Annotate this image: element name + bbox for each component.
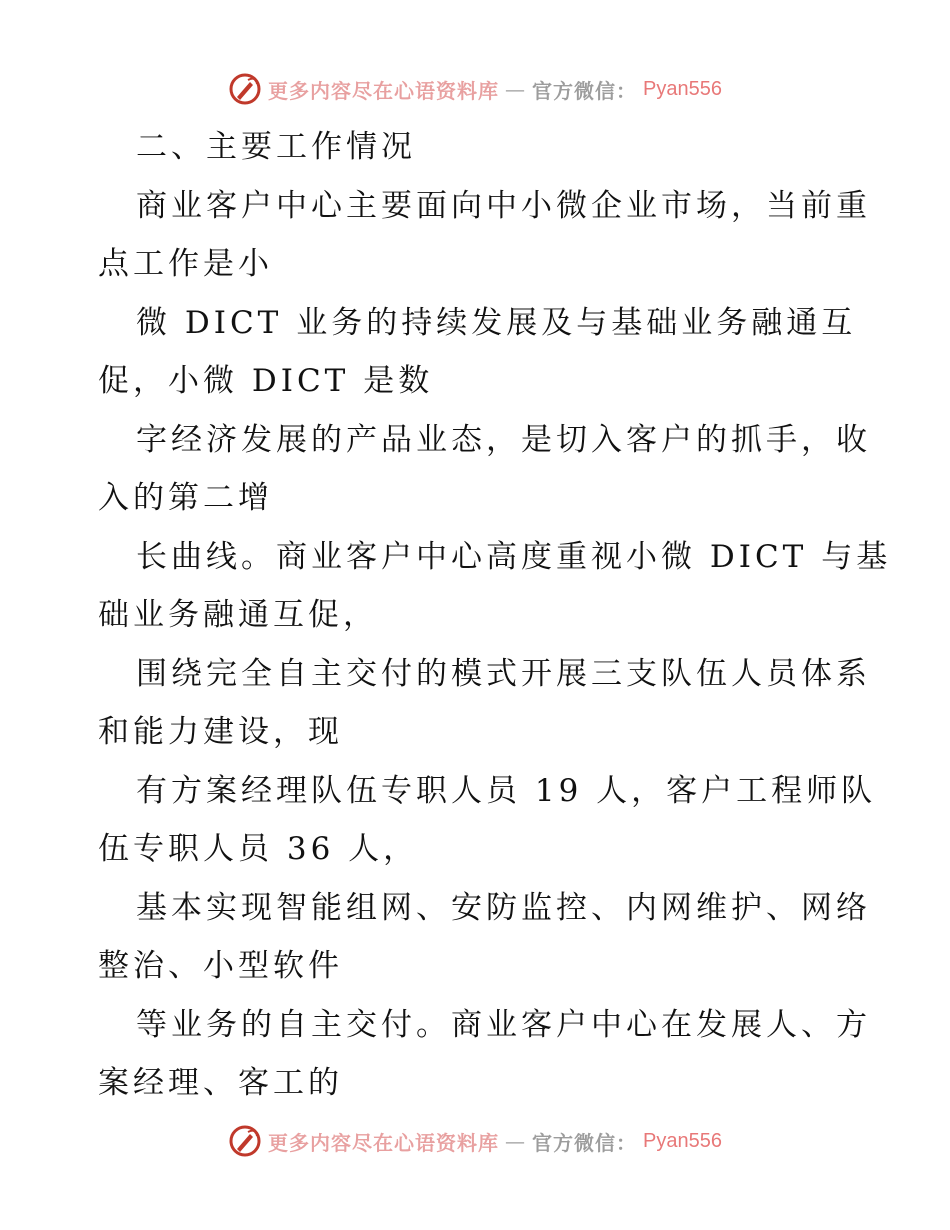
paragraph-line: 和能力建设，现 [98, 714, 343, 750]
pen-in-circle-icon [228, 72, 262, 106]
watermark-separator: — [505, 77, 527, 101]
header-watermark [0, 72, 950, 106]
pen-in-circle-icon [228, 1124, 262, 1158]
paragraph-line: 整治、小型软件 [98, 948, 343, 984]
paragraph-line: 基本实现智能组网、安防监控、内网维护、网络 [136, 889, 871, 926]
section-heading: 二、主要工作情况 [136, 129, 416, 165]
paragraph-line: 案经理、客工的 [98, 1065, 343, 1101]
paragraph-line: 础业务融通互促， [98, 597, 378, 633]
paragraph-line: 围绕完全自主交付的模式开展三支队伍人员体系 [136, 655, 871, 692]
footer-watermark [0, 1124, 950, 1158]
watermark-separator: — [505, 1129, 527, 1153]
document-body [98, 118, 892, 1113]
paragraph-line: 伍专职人员 36 人， [98, 831, 419, 867]
paragraph-line: 商业客户中心主要面向中小微企业市场，当前重 [136, 187, 871, 224]
watermark-slogan: 更多内容尽在心语资料库 [268, 1130, 500, 1155]
paragraph-line: 入的第二增 [98, 480, 273, 516]
watermark-wechat-id: Pyan556 [643, 77, 722, 100]
watermark-slogan: 更多内容尽在心语资料库 [268, 78, 500, 103]
watermark-wechat-label: 官方微信： [532, 78, 638, 103]
paragraph-line: 点工作是小 [98, 246, 273, 282]
paragraph-line: 微 DICT 业务的持续发展及与基础业务融通互 [136, 304, 857, 341]
paragraph-line: 字经济发展的产品业态，是切入客户的抓手，收 [136, 421, 871, 458]
paragraph-line: 促，小微 DICT 是数 [98, 363, 434, 399]
paragraph-line: 有方案经理队伍专职人员 19 人，客户工程师队 [136, 772, 877, 809]
paragraph-line: 长曲线。商业客户中心高度重视小微 DICT 与基 [136, 538, 892, 575]
watermark-wechat-label: 官方微信： [532, 1130, 638, 1155]
paragraph-line: 等业务的自主交付。商业客户中心在发展人、方 [136, 1006, 871, 1043]
watermark-wechat-id: Pyan556 [643, 1129, 722, 1152]
